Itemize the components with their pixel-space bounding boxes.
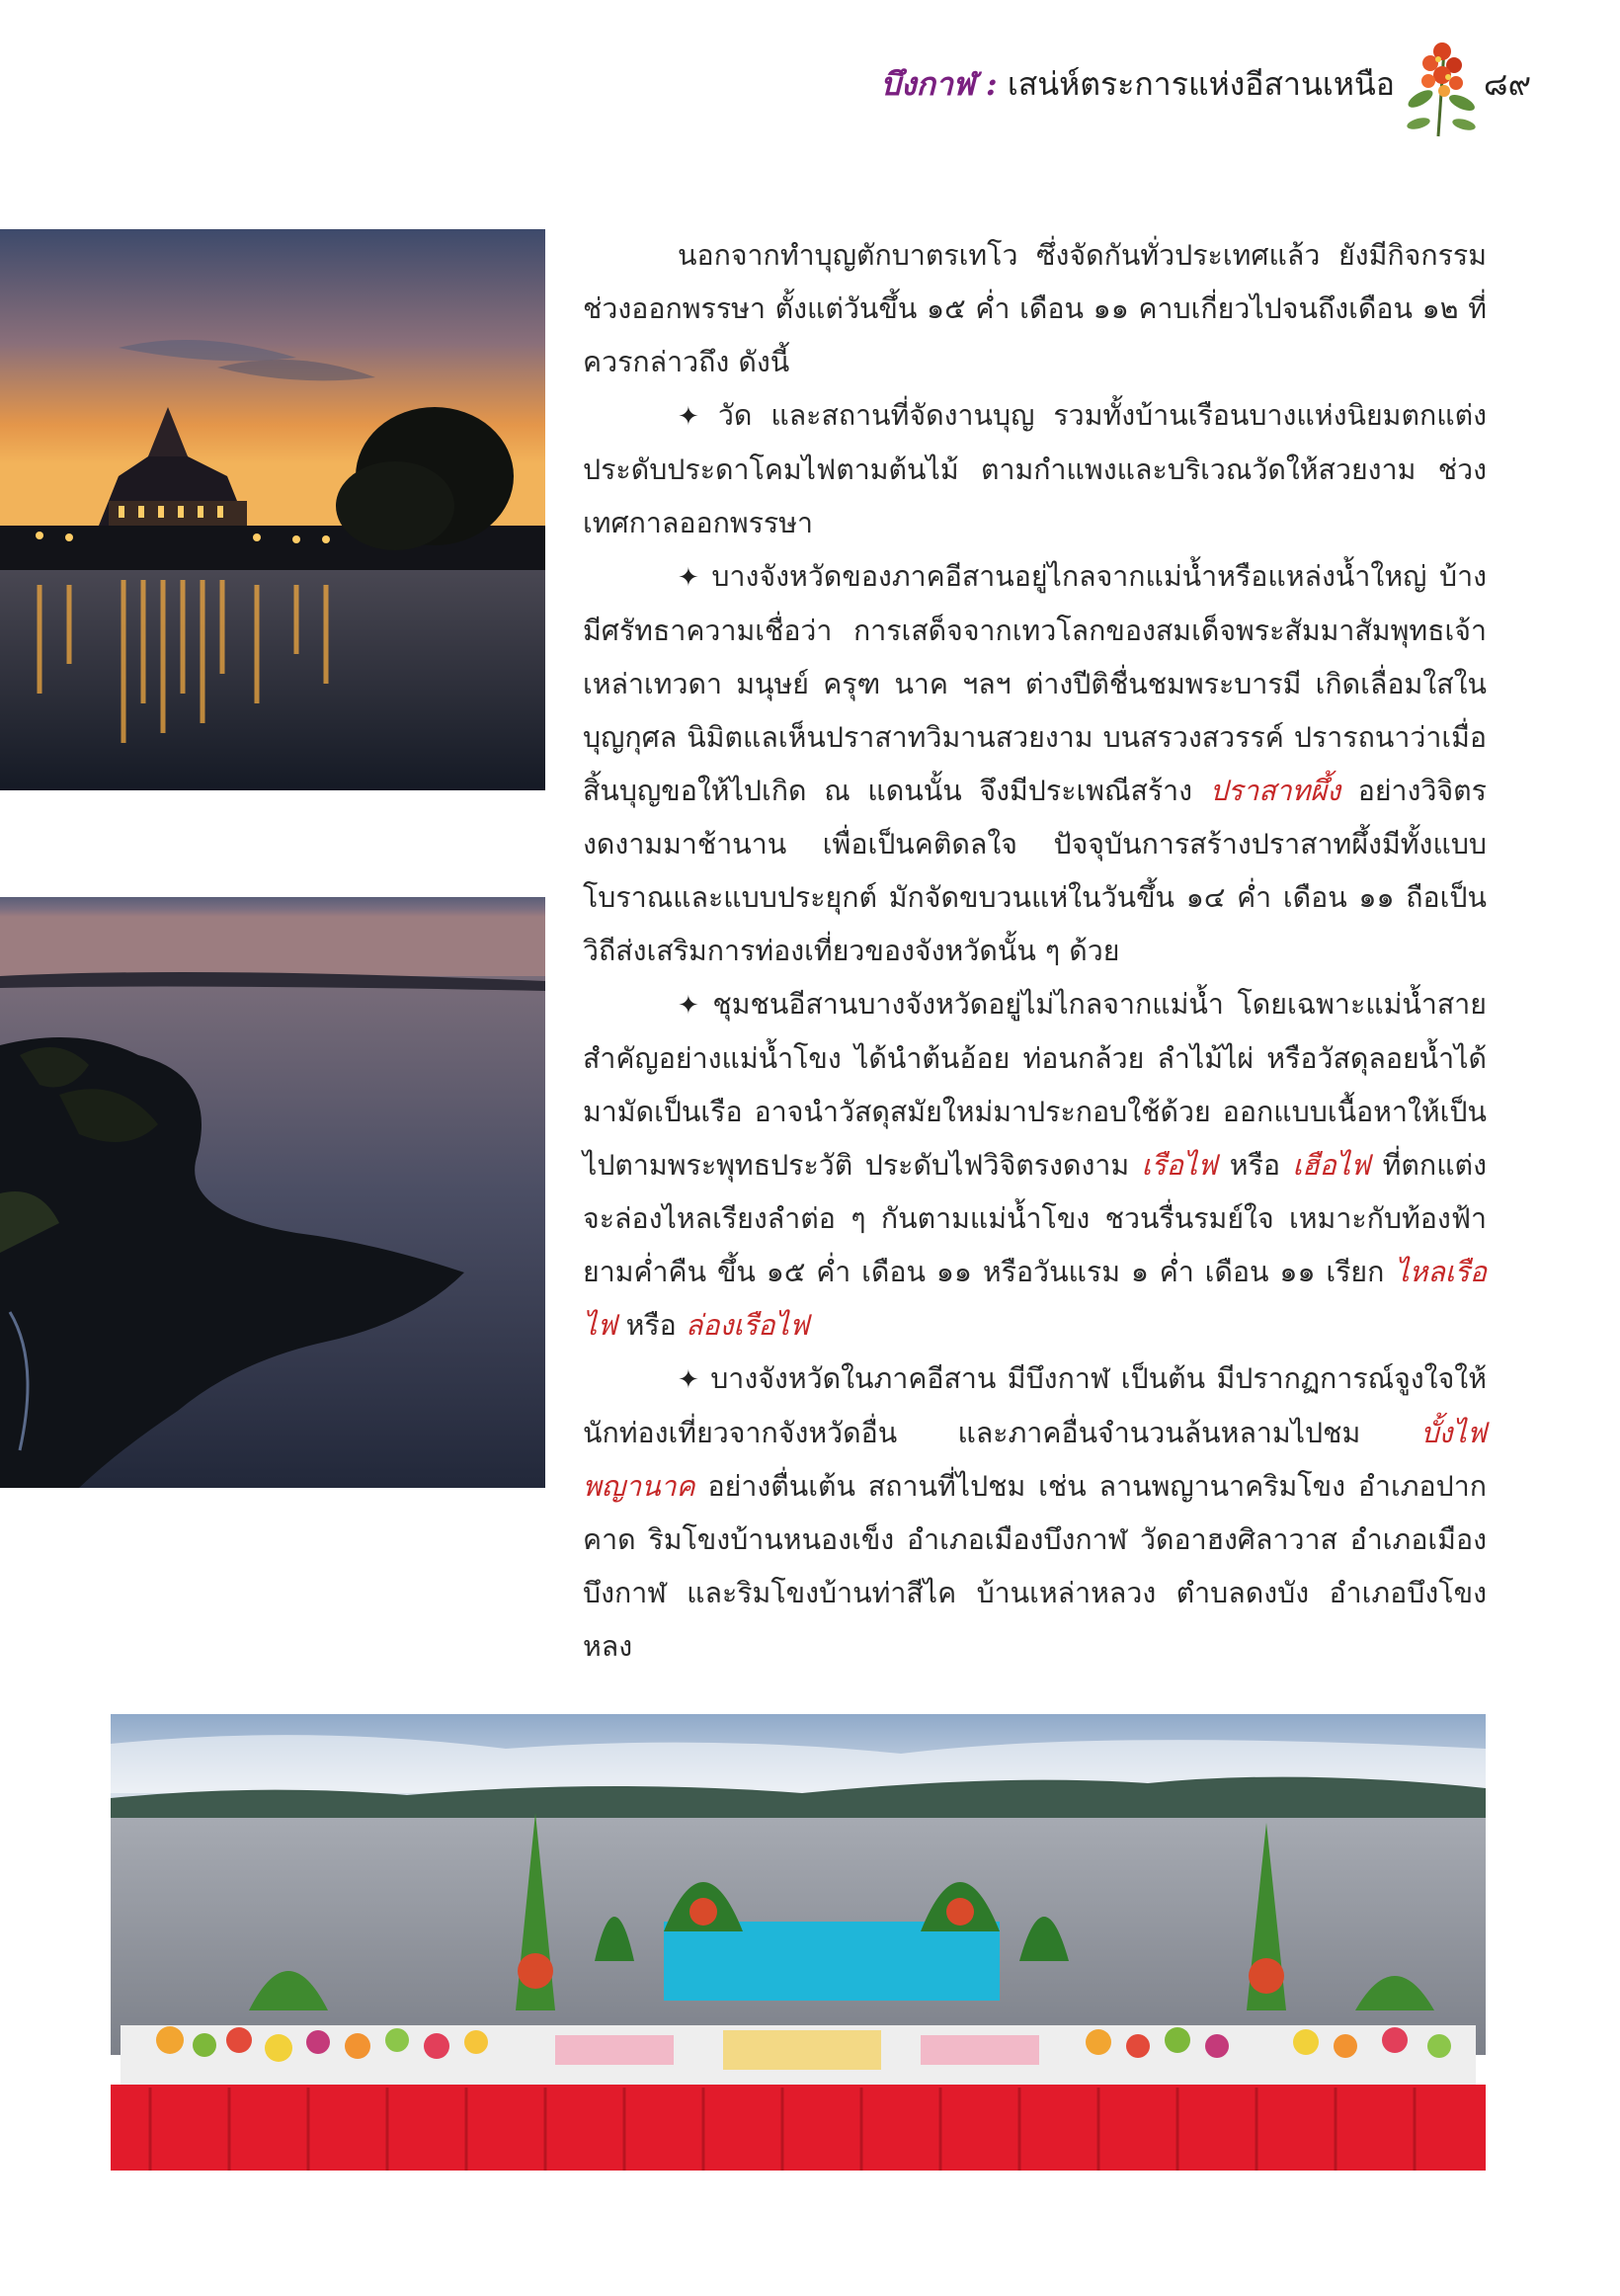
wax-castle-text-b: อย่างวิจิตรงดงามมาช้านาน เพื่อเป็นคติดลใจ ปัจจุบันการสร้างปราสาทผึ้งมีทั้งแบบโบราณและแบบประยุกต์ มักจัดขบวนแห่ในวันขึ้น ๑๔ ค่ำ เดือน ๑๑ ถือเป็นวิถีส่งเสริมการท่องเที่ยวของจังหวัดนั้น ๆ ด้วย (583, 775, 1487, 967)
temple-sunset-photo (0, 229, 545, 790)
fire-boat-text-a: ชุมชนอีสานบางจังหวัดอยู่ไม่ไกลจากแม่น้ำ โดยเฉพาะแม่น้ำสายสำคัญอย่างแม่น้ำโขง ได้นำต้นอ้อย ท่อนกล้วย ลำไม้ไผ่ หรือวัสดุลอยน้ำได้มามัดเป็นเรือ อาจนำวัสดุสมัยใหม่มาประกอบใช้ด้วย ออกแบบเนื้อหาให้เป็นไปตามพระพุทธประวัติ ประดับไฟวิจิตรงดงาม (583, 988, 1487, 1182)
bullet-paragraph-lights (583, 389, 1487, 550)
lights-text: วัด และสถานที่จัดงานบุญ รวมทั้งบ้านเรือนบางแห่งนิยมตกแต่งประดับประดาโคมไฟตามต้นไม้ ตามกำแพงและบริเวณวัดให้สวยงาม ช่วงเทศกาลออกพรรษา (583, 399, 1488, 539)
bullet-paragraph-naga-fireballs (583, 1353, 1487, 1674)
bullet-icon: ✦ (678, 402, 699, 432)
fire-boat-or-1: หรือ (1229, 1149, 1280, 1182)
bullet-paragraph-wax-castle (583, 550, 1487, 978)
bullet-icon: ✦ (678, 991, 699, 1021)
naga-text-b: อย่างตื่นเต้น สถานที่ไปชม เช่น ลานพญานาคริมโขง อำเภอปากคาด ริมโขงบ้านหนองเข็ง อำเภอเมืองบึงกาฬ วัดอาฮงศิลาวาส อำเภอเมืองบึงกาฬ และริมโขงบ้านท่าสีไค บ้านเหล่าหลวง ตำบลดงบัง อำเภอบึงโขงหลง (583, 1470, 1487, 1663)
naga-highlight: บั้งไฟพญานาค (583, 1417, 1487, 1503)
fire-boat-highlight-4: ล่องเรือไฟ (685, 1309, 810, 1342)
article-body (583, 229, 1487, 1674)
bullet-icon: ✦ (678, 1365, 699, 1395)
wax-castle-text-a: บางจังหวัดของภาคอีสานอยู่ไกลจากแม่น้ำหรือแหล่งน้ำใหญ่ บ้างมีศรัทธาความเชื่อว่า การเสด็จจากเทวโลกของสมเด็จพระสัมมาสัมพุทธเจ้า เหล่าเทวดา มนุษย์ ครุฑ นาค ฯลฯ ต่างปีติชื่นชมพระบารมี เกิดเลื่อมใสในบุญกุศล นิมิตแลเห็นปราสาทวิมานสวยงาม บนสรวงสวรรค์ ปรารถนาว่าเมื่อสิ้นบุญขอให้ไปเกิด ณ แดนนั้น จึงมีประเพณีสร้าง (583, 560, 1487, 807)
fire-boat-highlight-3: ไหลเรือไฟ (583, 1256, 1487, 1342)
page-number: ๘๙ (1483, 65, 1531, 103)
flower-ornament-icon (1399, 30, 1484, 138)
naga-text-a: บางจังหวัดในภาคอีสาน มีบึงกาฬ เป็นต้น มีปรากฏการณ์จูงใจให้นักท่องเที่ยวจากจังหวัดอื่น และภาคอื่นจำนวนล้นหลามไปชม (583, 1362, 1487, 1449)
fire-boat-highlight-1: เรือไฟ (1141, 1149, 1218, 1182)
riverside-offering-photo (111, 1714, 1486, 2171)
book-brand: บึงกาฬ : (880, 65, 998, 103)
fire-boat-text-b: ที่ตกแต่งจะล่องไหลเรียงลำต่อ ๆ กันตามแม่น้ำโขง ชวนรื่นรมย์ใจ เหมาะกับท้องฟ้ายามค่ำคืน ขึ้น ๑๕ ค่ำ เดือน ๑๑ หรือวันแรม ๑ ค่ำ เดือน ๑๑ เรียก (583, 1149, 1487, 1288)
intro-paragraph: นอกจากทำบุญตักบาตรเทโว ซึ่งจัดกันทั่วประเทศแล้ว ยังมีกิจกรรมช่วงออกพรรษา ตั้งแต่วันขึ้น ๑๕ ค่ำ เดือน ๑๑ คาบเกี่ยวไปจนถึงเดือน ๑๒ ที่ควรกล่าวถึง ดังนี้ (583, 239, 1487, 378)
running-title (881, 59, 1395, 110)
bullet-icon: ✦ (678, 563, 699, 593)
fire-boat-highlight-2: เฮือไฟ (1292, 1149, 1371, 1182)
book-subtitle: เสน่ห์ตระการแห่งอีสานเหนือ (1007, 65, 1395, 103)
page-header (880, 51, 1531, 111)
fire-boat-or-2: หรือ (625, 1309, 677, 1342)
river-dusk-photo (0, 897, 545, 1488)
wax-castle-highlight: ปราสาทผึ้ง (1209, 775, 1341, 807)
bullet-paragraph-fire-boat (583, 978, 1487, 1353)
